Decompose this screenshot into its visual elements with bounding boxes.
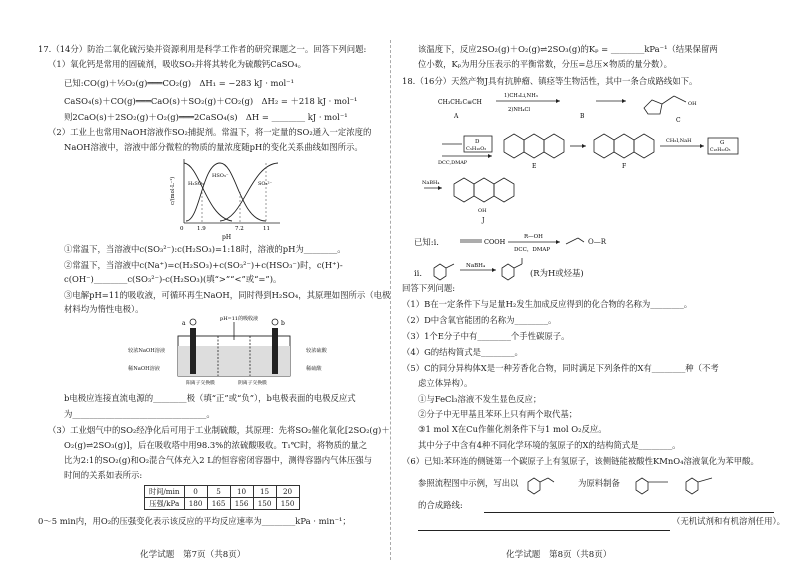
q17-part3-line1: （3）工业烟气中的SO₂经净化后可用于工业制硫酸，其原理：先将SO₂催化氧化[2SO₂(g)＋ bbox=[48, 425, 390, 435]
graph-label-hso3: HSO₃⁻ bbox=[212, 173, 229, 179]
page-footer-right: 化学试题 第8页（共8页） bbox=[506, 550, 612, 560]
q18-5-line1: （5）C的同分异构体X是一种芳香化合物，同时满足下列条件的X有________种（不考 bbox=[402, 363, 719, 373]
known-ii-note: (R为H或烃基) bbox=[530, 268, 584, 278]
route-prompt-note: （无机试剂和有机溶剂任用）。 bbox=[672, 516, 786, 526]
q17-2-3-line1: ③电解pH=11的吸收液，可循环再生NaOH，同时得到H₂SO₄，其原理如图所示（电极 bbox=[64, 290, 391, 300]
route-a-label: A bbox=[454, 113, 459, 120]
route-c-oh: OH bbox=[688, 101, 697, 107]
q17-part2-line1: （2）工业上也常用NaOH溶液作SO₂捕捉剂。常温下，将一定量的SO₂通入一定浓度的 bbox=[48, 127, 372, 137]
route-c-label: C bbox=[676, 117, 681, 124]
graph-ylabel: c/(mol·L⁻¹) bbox=[170, 176, 176, 205]
table-cell: 压强/kPa bbox=[145, 498, 185, 510]
q17-title: 17.（14分）防治二氧化硫污染并资源利用是科学工作者的研究课题之一。回答下列问题: bbox=[38, 44, 367, 54]
answer-intro: 回答下列问题: bbox=[402, 283, 456, 293]
table-cell: 150 bbox=[253, 498, 276, 510]
route-f-label: F bbox=[622, 163, 627, 170]
known-ii-label: ⅱ. bbox=[414, 268, 423, 278]
q17-b-line2: 为________________________________。 bbox=[64, 409, 215, 419]
cell-electrode-b: b bbox=[281, 320, 285, 327]
table-cell: 时间/min bbox=[145, 486, 185, 498]
route-answer-line-1[interactable] bbox=[484, 504, 774, 513]
q18-title: 18.（16分）天然产物J具有抗肿瘤、镇痉等生物活性，其中一条合成路线如下。 bbox=[402, 76, 698, 86]
table-cell: 180 bbox=[184, 498, 207, 510]
route-prompt-label: 的合成路线: bbox=[418, 500, 463, 510]
q18-2: （2）D中含氧官能团的名称为________。 bbox=[402, 315, 557, 325]
q18-5-cond2: ②分子中无甲基且苯环上只有两个取代基； bbox=[418, 409, 578, 419]
route-b-label: B bbox=[580, 113, 585, 120]
table-row bbox=[145, 486, 300, 498]
q18-5-line2: 虑立体异构）。 bbox=[418, 378, 473, 388]
q17-2-2-line1: ②常温下，当溶液中c(Na⁺)=c(H₂SO₃)+c(SO₃²⁻)+c(HSO₃⁻)时，c(H⁺)- bbox=[64, 260, 343, 270]
table-cell: 10 bbox=[230, 486, 253, 498]
left-page bbox=[0, 0, 392, 579]
route-d-box: D bbox=[475, 139, 480, 145]
graph-tick-0: 0 bbox=[180, 226, 184, 232]
route-j-label: J bbox=[482, 217, 485, 224]
q17-2-2-line2: c(OH⁻)________c(SO₃²⁻)-c(H₂SO₃)(填“>”“<”或“=”)。 bbox=[64, 274, 282, 284]
known-i-label: 已知:ⅰ. bbox=[414, 237, 439, 247]
q18-4: （4）G的结构简式是________。 bbox=[402, 347, 523, 357]
page-divider bbox=[390, 40, 391, 560]
graph-tick-3: 11 bbox=[263, 226, 270, 232]
graph-tick-1: 1.9 bbox=[197, 226, 206, 232]
table-row bbox=[145, 498, 300, 510]
graph-label-h2so3: H₂SO₃ bbox=[188, 181, 204, 187]
equation-1: 已知:CO(g)＋½O₂(g)═══CO₂(g) ΔH₁ = −283 kJ · mol⁻¹ bbox=[64, 78, 294, 88]
route-dcc: DCC,DMAP bbox=[438, 160, 468, 166]
route-d-formula: C₅H₁₀O₂ bbox=[466, 146, 487, 152]
table-cell: 15 bbox=[253, 486, 276, 498]
route-prompt-target: 为原料制备 bbox=[578, 478, 620, 488]
cell-label-dilute-h2so4: 稀硫酸 bbox=[306, 366, 322, 372]
table-cell: 20 bbox=[276, 486, 299, 498]
cell-label-conc-h2so4: 较浓硫酸 bbox=[306, 348, 327, 354]
table-cell: 5 bbox=[207, 486, 230, 498]
cell-membrane-cation: 阳离子交换膜 bbox=[186, 381, 215, 386]
route-answer-line-2[interactable] bbox=[418, 522, 670, 531]
route-nabh4: NaBH₄ bbox=[422, 180, 440, 186]
cell-label-conc-naoh: 较浓NaOH溶液 bbox=[128, 348, 166, 354]
route-g-box: G bbox=[720, 140, 725, 146]
equation-3: 则2CaO(s)＋2SO₂(g)＋O₂(g)═══2CaSO₄(s) ΔH = ________ kJ · mol⁻¹ bbox=[64, 112, 348, 122]
q18-3: （3）1个E分子中有________个手性碳原子。 bbox=[402, 331, 570, 341]
route-g-formula: C₁₈H₂₂O₃ bbox=[710, 148, 731, 153]
q18-1: （1）B在一定条件下与足量H₂发生加成反应得到的化合物的名称为________。 bbox=[402, 299, 693, 309]
q17-part1: （1）氧化钙是常用的固硫剂，吸收SO₂并将其转化为硫酸钙CaSO₄。 bbox=[48, 59, 307, 69]
synthesis-route bbox=[404, 88, 784, 228]
electrolysis-cell-diagram bbox=[170, 316, 300, 386]
q18-5-structure: 其中分子中含有4种不同化学环境的氢原子的X的结构简式是________。 bbox=[418, 440, 681, 450]
kp-line2: 位小数，Kₚ为用分压表示的平衡常数，分压=总压×物质的量分数）。 bbox=[418, 59, 672, 69]
route-prompt-start: 参照流程图中示例，写出以 bbox=[418, 478, 519, 488]
q17-b-line1: b电极应连接直流电源的________极（填“正”或“负”），b电极表面的电极反应式 bbox=[64, 393, 356, 403]
svg-text:COOH: COOH bbox=[484, 238, 506, 246]
known-ii-reagent: NaBH₄ bbox=[466, 263, 486, 269]
route-e-label: E bbox=[532, 163, 537, 170]
target-ester-structure bbox=[628, 470, 748, 496]
q17-2-3-line2: 材料均为惰性电极）。 bbox=[64, 304, 144, 314]
species-distribution-graph bbox=[170, 155, 290, 241]
starting-material-structure bbox=[520, 470, 576, 496]
equation-2: CaSO₄(s)＋CO(g)═══CaO(s)＋SO₂(g)＋CO₂(g) ΔH₂ = ＋218 kJ · mol⁻¹ bbox=[64, 96, 358, 106]
q17-part3-line2: O₂(g)⇌2SO₃(g)]，后在吸收塔中用98.3%的浓硫酸吸收。T₁℃时，将物质的量之 bbox=[64, 440, 368, 450]
route-g-reagent: CH₃I,NaH bbox=[666, 138, 692, 144]
cell-top-label: pH=11的吸收液 bbox=[220, 316, 259, 322]
table-cell: 150 bbox=[276, 498, 299, 510]
q18-5-cond1: ①与FeCl₃溶液不发生显色反应； bbox=[418, 394, 542, 404]
graph-tick-2: 7.2 bbox=[235, 226, 244, 232]
q18-5-cond3: ③1 mol X在Cu作催化剂条件下与1 mol O₂反应。 bbox=[418, 424, 607, 434]
route-reagent-1a: 1)CH₃Li,NH₃ bbox=[504, 93, 538, 99]
kp-line1: 该温度下，反应2SO₂(g)＋O₂(g)⇌2SO₃(g)的Kₚ = ________kPa⁻¹（结果保留两 bbox=[418, 44, 718, 54]
q17-part2-line2: NaOH溶液中，溶液中部分微粒的物质的量浓度随pH的变化关系曲线如图所示。 bbox=[64, 142, 363, 152]
table-cell: 156 bbox=[230, 498, 253, 510]
route-j-oh: OH bbox=[478, 208, 487, 214]
graph-label-so3: SO₃²⁻ bbox=[258, 181, 273, 187]
known-i-reagent-roh: R—OH bbox=[524, 234, 543, 240]
graph-xlabel: pH bbox=[222, 234, 232, 241]
table-cell: 0 bbox=[184, 486, 207, 498]
known-i-product-or: O—R bbox=[588, 238, 607, 246]
route-a-formula: CH₃CH₂C≡CH bbox=[438, 99, 482, 106]
cell-membrane-anion: 阴离子交换膜 bbox=[238, 381, 267, 386]
known-i-reagent-dcc: DCC，DMAP bbox=[514, 247, 551, 253]
q17-part3-line4: 时间的关系如表所示: bbox=[64, 470, 143, 480]
pressure-time-table bbox=[144, 485, 300, 510]
q17-rate: 0～5 min内，用O₂的压强变化表示该反应的平均反应速率为________kPa · min⁻¹； bbox=[38, 516, 351, 526]
q18-6: （6）已知:苯环连的侧链第一个碳原子上有氢原子，该侧链能被酸性KMnO₄溶液氧化为苯甲酸。 bbox=[402, 456, 759, 466]
route-reagent-1b: 2)NH₄Cl bbox=[508, 107, 531, 113]
q17-part3-line3: 比为2:1的SO₂(g)和O₂混合气体充入2 L的恒容密闭容器中，测得容器内气体压强与 bbox=[64, 455, 372, 465]
cell-electrode-a: a bbox=[182, 320, 186, 327]
cell-label-dilute-naoh: 稀NaOH溶液 bbox=[128, 366, 160, 372]
page-footer-left: 化学试题 第7页（共8页） bbox=[140, 550, 246, 560]
known-reaction-i bbox=[456, 228, 596, 258]
table-cell: 165 bbox=[207, 498, 230, 510]
right-page bbox=[394, 0, 800, 579]
q17-2-1: ①常温下，当溶液中c(SO₃²⁻):c(H₂SO₃)=1:18时，溶液的pH为________。 bbox=[64, 244, 346, 254]
